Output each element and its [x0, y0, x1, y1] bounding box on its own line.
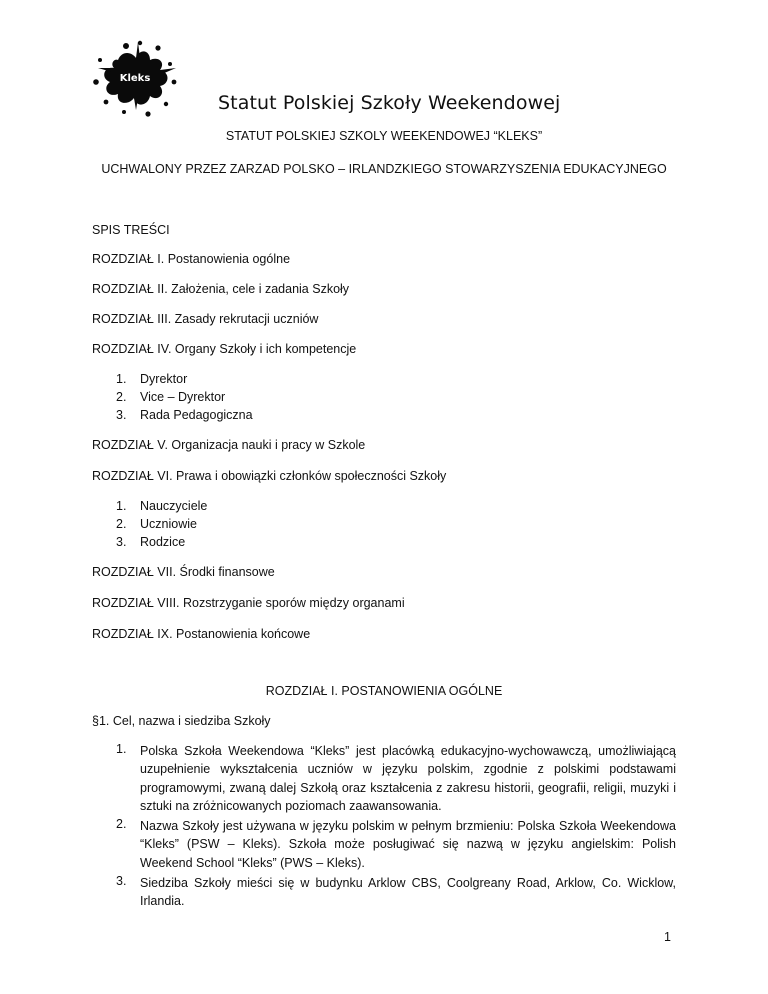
list-text: Polska Szkoła Weekendowa “Kleks” jest placówką edukacyjno-wychowawczą, umożliwiającą uzupełnienie wykształcenia uczniów w języku polskim, zgodnie z polskimi podstawami programowymi, zwaną dalej Szkołą oraz kształcenia z zakresu historii, geografii, religii, muzyki i sztuki na zróżnicowanych poziomach zaawansowania.: [140, 744, 676, 813]
list-text: Nazwa Szkoły jest używana w języku polskim w pełnym brzmieniu: Polska Szkoła Weekendowa “Kleks” (PSW – Kleks). Szkoła może posługiwać się nazwą w języku angielskim: Polish Weekend School “Kleks” (PWS – Kleks).: [140, 819, 676, 870]
document-subtitle: UCHWALONY PRZEZ ZARZAD POLSKO – IRLANDZKIEGO STOWARZYSZENIA EDUKACYJNEGO: [101, 162, 667, 176]
toc-chapter-9: ROZDZIAŁ IX. Postanowienia końcowe: [92, 627, 311, 641]
list-label: Dyrektor: [140, 372, 188, 386]
toc-chapter-7: ROZDZIAŁ VII. Środki finansowe: [92, 565, 275, 579]
list-label: Rodzice: [140, 535, 186, 549]
page-number: 1: [664, 930, 671, 944]
toc-chapter-6: ROZDZIAŁ VI. Prawa i obowiązki członków społeczności Szkoły: [92, 469, 447, 483]
list-item: [116, 406, 253, 424]
logo-text: Kleks: [119, 73, 151, 84]
list-label: Uczniowie: [140, 517, 197, 531]
toc-chapter-2: ROZDZIAŁ II. Założenia, cele i zadania Szkoły: [92, 282, 350, 296]
toc-chapter-6-list: [116, 497, 207, 551]
kleks-logo: [88, 38, 184, 120]
section-heading: §1. Cel, nazwa i siedziba Szkoły: [92, 714, 271, 728]
toc-chapter-4-list: [116, 370, 253, 424]
list-label: Nauczyciele: [140, 499, 208, 513]
list-item: [116, 370, 253, 388]
page-header-title: Statut Polskiej Szkoły Weekendowej: [218, 92, 561, 114]
list-number: 3.: [116, 874, 127, 889]
toc-chapter-4: ROZDZIAŁ IV. Organy Szkoły i ich kompetencje: [92, 342, 357, 356]
list-number: 3.: [116, 535, 127, 549]
toc-chapter-1: ROZDZIAŁ I. Postanowienia ogólne: [92, 252, 291, 266]
toc-chapter-8: ROZDZIAŁ VIII. Rozstrzyganie sporów między organami: [92, 596, 405, 610]
list-number: 2.: [116, 817, 127, 832]
list-item: [116, 533, 207, 551]
toc-chapter-5: ROZDZIAŁ V. Organizacja nauki i pracy w Szkole: [92, 438, 366, 452]
chapter-heading: ROZDZIAŁ I. POSTANOWIENIA OGÓLNE: [265, 684, 503, 698]
toc-heading: SPIS TREŚCI: [92, 223, 170, 237]
list-text: Siedziba Szkoły mieści się w budynku Arklow CBS, Coolgreany Road, Arklow, Co. Wicklow, Irlandia.: [140, 876, 676, 909]
list-item: [116, 817, 676, 872]
list-number: 1.: [116, 742, 127, 756]
list-item: [116, 388, 253, 406]
list-number: 1.: [116, 499, 127, 513]
list-item: [116, 515, 207, 533]
list-number: 3.: [116, 408, 127, 422]
list-item: [116, 874, 676, 911]
list-item: [116, 742, 676, 815]
list-number: 2.: [116, 390, 127, 404]
list-label: Rada Pedagogiczna: [140, 408, 253, 422]
list-label: Vice – Dyrektor: [140, 390, 226, 404]
list-number: 1.: [116, 372, 127, 386]
list-item: [116, 497, 207, 515]
section-1-list: [116, 742, 676, 913]
document-title: STATUT POLSKIEJ SZKOLY WEEKENDOWEJ “KLEKS”: [225, 129, 543, 143]
list-number: 2.: [116, 517, 127, 531]
ink-splash-icon: [88, 38, 184, 120]
toc-chapter-3: ROZDZIAŁ III. Zasady rekrutacji uczniów: [92, 312, 319, 326]
